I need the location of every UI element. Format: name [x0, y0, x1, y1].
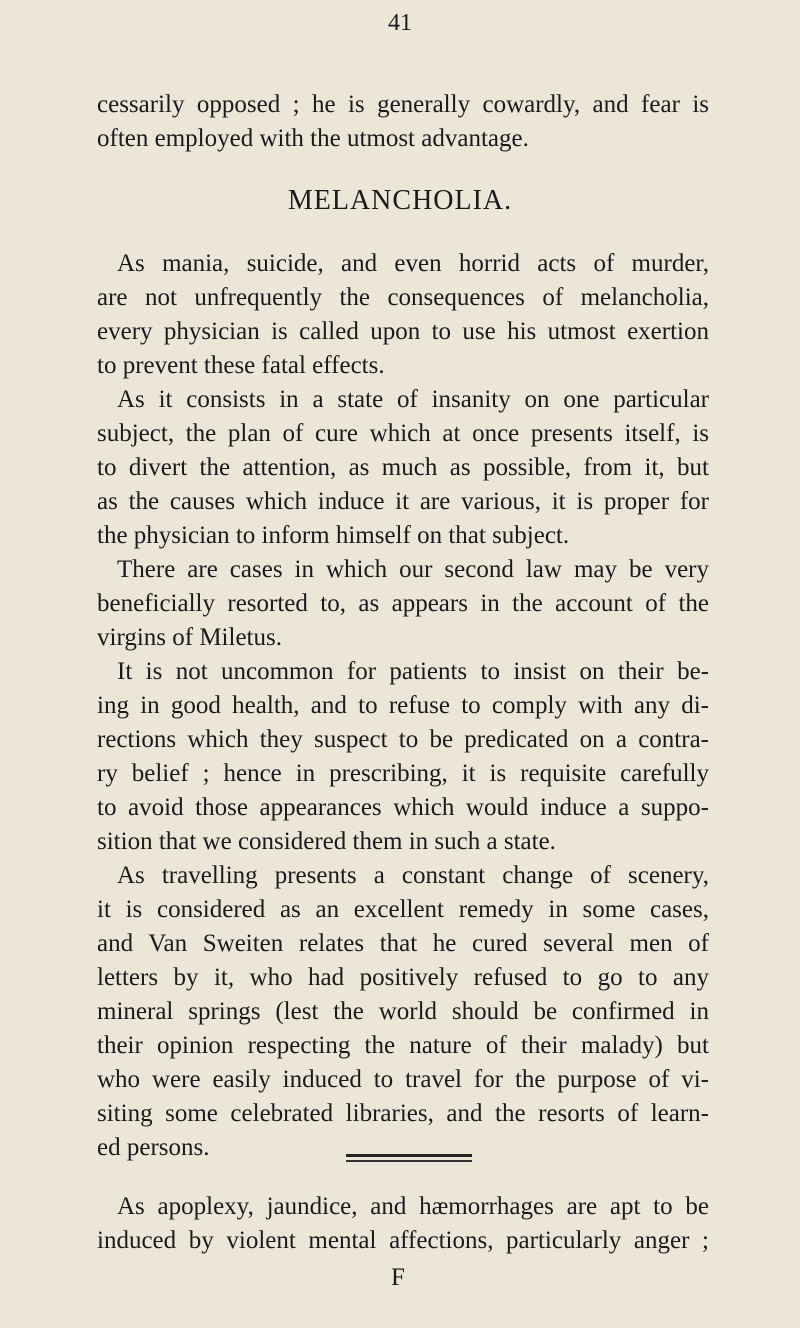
- text-line: sition that we considered them in such a state.: [97, 828, 556, 855]
- section-rule: [346, 1154, 472, 1157]
- text-line: to divert the attention, as much as possible, from it, but: [97, 454, 709, 481]
- text-line: letters by it, who had positively refused to go to any: [97, 964, 709, 991]
- text-line: to avoid those appearances which would induce a suppo-: [97, 794, 709, 821]
- text-line: induced by violent mental affections, particularly anger ;: [97, 1227, 709, 1254]
- text-line: every physician is called upon to use his utmost exertion: [97, 318, 709, 345]
- text-line: As mania, suicide, and even horrid acts of murder,: [117, 250, 709, 277]
- text-line: ry belief ; hence in prescribing, it is requisite carefully: [97, 760, 709, 787]
- page-number: 41: [388, 10, 412, 36]
- text-line: beneficially resorted to, as appears in the account of the: [97, 590, 709, 617]
- text-line: It is not uncommon for patients to insist on their be-: [117, 658, 709, 685]
- text-line: the physician to inform himself on that subject.: [97, 522, 570, 549]
- signature-mark: F: [391, 1264, 405, 1291]
- section-heading: MELANCHOLIA.: [287, 185, 513, 216]
- text-line: cessarily opposed ; he is generally cowardly, and fear is: [97, 91, 709, 118]
- text-line: rections which they suspect to be predicated on a contra-: [97, 726, 709, 753]
- text-line: virgins of Miletus.: [97, 624, 282, 651]
- text-line: often employed with the utmost advantage.: [97, 125, 529, 152]
- text-line: As it consists in a state of insanity on one particular: [117, 386, 709, 413]
- text-line: their opinion respecting the nature of their malady) but: [97, 1032, 709, 1059]
- text-line: As apoplexy, jaundice, and hæmorrhages are apt to be: [117, 1193, 709, 1220]
- text-line: as the causes which induce it are various, it is proper for: [97, 488, 709, 515]
- text-line: are not unfrequently the consequences of melancholia,: [97, 284, 709, 311]
- text-line: ed persons.: [97, 1134, 210, 1161]
- text-line: to prevent these fatal effects.: [97, 352, 385, 379]
- text-line: There are cases in which our second law may be very: [117, 556, 709, 583]
- section-rule-lower: [346, 1160, 472, 1162]
- text-line: and Van Sweiten relates that he cured several men of: [97, 930, 709, 957]
- text-line: subject, the plan of cure which at once presents itself, is: [97, 420, 709, 447]
- text-line: it is considered as an excellent remedy in some cases,: [97, 896, 709, 923]
- text-line: siting some celebrated libraries, and the resorts of learn-: [97, 1100, 709, 1127]
- text-line: As travelling presents a constant change of scenery,: [117, 862, 709, 889]
- text-line: ing in good health, and to refuse to comply with any di-: [97, 692, 709, 719]
- text-line: mineral springs (lest the world should be confirmed in: [97, 998, 709, 1025]
- text-line: who were easily induced to travel for the purpose of vi-: [97, 1066, 709, 1093]
